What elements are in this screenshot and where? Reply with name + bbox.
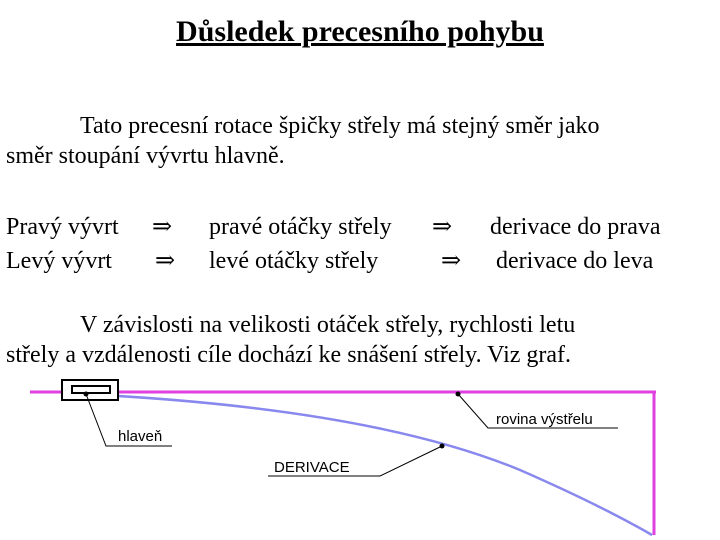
rule-spin: pravé otáčky střely — [209, 214, 392, 240]
rule-rifling: Levý vývrt — [6, 248, 112, 274]
rule-derivation: derivace do prava — [490, 214, 661, 240]
implies-arrow: ⇒ — [152, 214, 173, 240]
paragraph-drift-line2: střely a vzdálenosti cíle dochází ke snášení střely. Viz graf. — [6, 342, 572, 368]
implies-arrow: ⇒ — [432, 214, 453, 240]
barrel-inner-icon — [72, 386, 110, 393]
barrel-leader-dot — [84, 392, 89, 397]
rule-rifling: Pravý vývrt — [6, 214, 119, 240]
firing-plane-label: rovina výstřelu — [496, 411, 593, 428]
rule-derivation: derivace do leva — [496, 248, 654, 274]
firing-plane-leader-dot — [456, 392, 461, 397]
derivation-leader-dot — [440, 444, 445, 449]
implies-arrow: ⇒ — [155, 248, 176, 274]
rule-spin: levé otáčky střely — [209, 248, 379, 274]
paragraph-drift-line1: V závislosti na velikosti otáček střely, rychlosti letu — [80, 312, 576, 338]
paragraph-precession-line1: Tato precesní rotace špičky střely má stejný směr jako — [80, 113, 600, 139]
derivation-label: DERIVACE — [274, 459, 350, 476]
page-title: Důsledek precesního pohybu — [176, 15, 544, 48]
paragraph-precession-line2: směr stoupání vývrtu hlavně. — [6, 143, 285, 169]
implies-arrow: ⇒ — [441, 248, 462, 274]
barrel-label: hlaveň — [118, 428, 163, 445]
